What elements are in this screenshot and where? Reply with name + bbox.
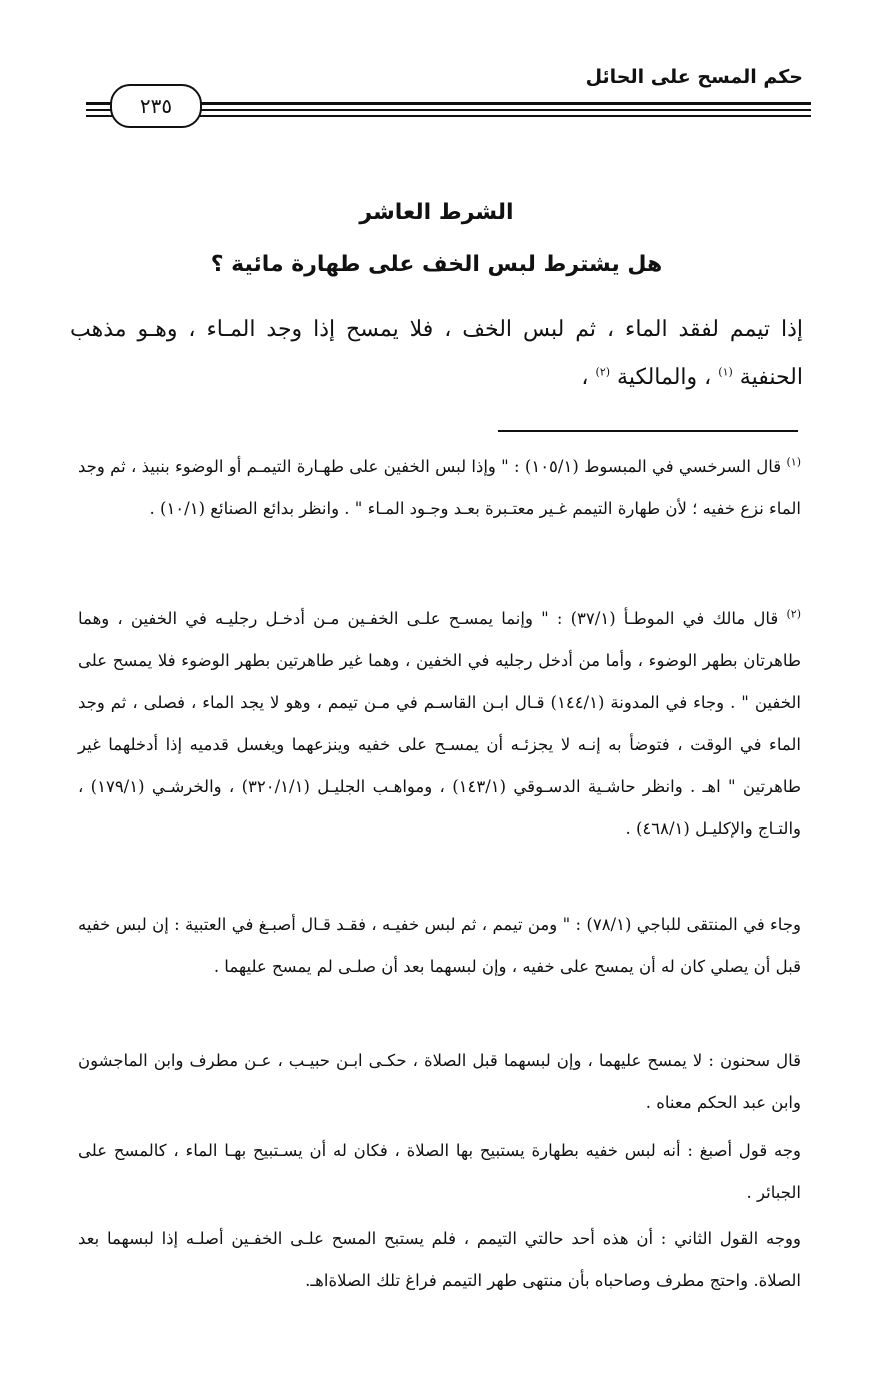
section-heading: الشرط العاشر: [359, 200, 514, 225]
footnote-text: قال السرخسي في المبسوط (١٠٥/١) : " وإذا لبس الخفين على طهـارة التيمـم أو الوضوء بنبيذ ، ثم وجد الماء نزع خفيه ؛ لأن طهارة التيمم غـير معتـبرة بعـد وجـود المـاء " . وانظر بدائع الصنائع (١٠/١) .: [78, 457, 801, 518]
question-heading: هل يشترط لبس الخف على طهارة مائية ؟: [210, 252, 663, 277]
body-paragraph: [70, 306, 803, 402]
body-text: ، والمالكية: [610, 365, 719, 390]
footnote-2: [78, 598, 801, 850]
footnote-text: قال مالك في الموطـأ (٣٧/١) : " وإنما يمسـح علـى الخفـين مـن أدخـل رجليـه في الخفين ، وهما طاهرتان بطهر الوضوء ، وأما من أدخل رجليه في الخفين ، وهما غير طاهرتين بطهر الوضوء فلا يمسح على الخفين " . وجاء في المدونة (١٤٤/١) قـال ابـن القاسـم في مـن تيمم ، وهو لا يجد الماء ، فصلى ، ثم وجد الماء في الوقت ، فتوضأ به إنـه لا يجزئـه أن يمسـح على خفيه وينزعهما ويغسل قدميه إذا أدخلهما غير طاهرتين " اهـ . وانظر حاشـية الدسـوقي (١٤٣/١) ، ومواهـب الجليـل (٣٢٠/١/١) ، والخرشـي (١٧٩/١) ، والتـاج والإكليـل (٤٦٨/١) .: [78, 609, 802, 838]
footnote-ref: (١): [718, 365, 733, 379]
page-number-badge: [110, 84, 202, 128]
footnote-separator: [498, 430, 798, 432]
footnote-paragraph: وجه قول أصبغ : أنه لبس خفيه بطهارة يستبيح بها الصلاة ، فكان له أن يسـتبيح بهـا الماء ، كالمسح على الجبائر .: [78, 1141, 801, 1202]
running-title: حكم المسح على الحائل: [585, 66, 803, 88]
footnote-paragraph: وجاء في المنتقى للباجي (٧٨/١) : " ومن تيمم ، ثم لبس خفيـه ، فقـد قـال أصبـغ في العتبية : إن لبس خفيه قبل أن يصلي كان له أن يمسح على خفيه ، وإن لبسهما بعد أن صلـى لم يمسح عليهما .: [78, 915, 802, 976]
page-number: ٢٣٥: [139, 94, 173, 118]
footnote-1: [78, 446, 801, 530]
body-text: إذا تيمم لفقد الماء ، ثم لبس الخف ، فلا يمسح إذا وجد المـاء ، وهـو مذهب الحنفية: [70, 317, 803, 390]
body-text: ،: [581, 365, 596, 390]
footnote-marker: (٢): [786, 607, 802, 621]
footnote-marker: (١): [786, 455, 801, 469]
footnote-paragraph: قال سحنون : لا يمسح عليهما ، وإن لبسهما قبل الصلاة ، حكـى ابـن حبيـب ، عـن مطرف وابن الماجشون وابن عبد الحكم معناه .: [78, 1051, 801, 1112]
footnote-paragraph: ووجه القول الثاني : أن هذه أحد حالتي التيمم ، فلم يستبح المسح علـى الخفـين أصلـه إذا لبسهما بعد الصلاة. واحتج مطرف وصاحباه بأن منتهى طهر التيمم فراغ تلك الصلاةاهـ.: [78, 1229, 801, 1290]
footnote-ref: (٢): [595, 365, 611, 379]
